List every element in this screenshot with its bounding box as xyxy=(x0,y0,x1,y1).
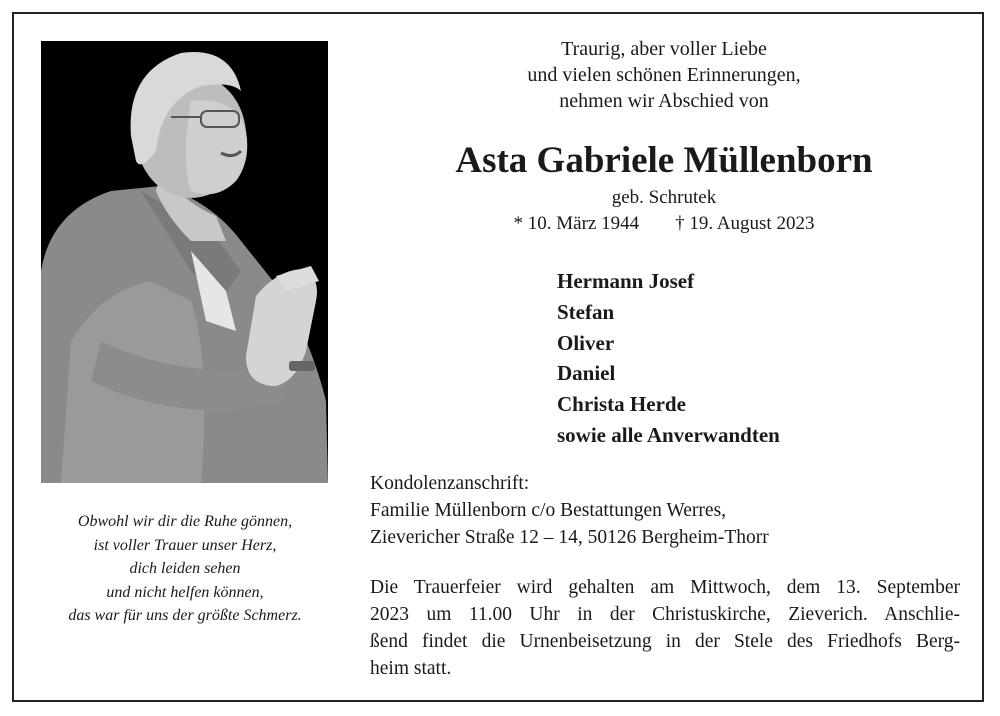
condolence-line: Zievericher Straße 12 – 14, 50126 Bergheim-Thorr xyxy=(370,527,769,548)
poem-line: Obwohl wir dir die Ruhe gönnen, xyxy=(77,513,293,530)
service-line: 2023 um 11.00 Uhr in der Christuskirche, Zieverich. Anschlie- xyxy=(370,604,960,625)
portrait-illustration xyxy=(41,41,328,483)
intro-line: nehmen wir Abschied von xyxy=(559,90,769,112)
mourner: Christa Herde xyxy=(557,392,686,417)
intro-line: Traurig, aber voller Liebe xyxy=(561,38,767,60)
poem-line: das war für uns der größte Schmerz. xyxy=(68,607,302,624)
intro-text xyxy=(370,36,958,114)
birth-name: geb. Schrutek xyxy=(611,187,717,208)
poem-line: und nicht helfen können, xyxy=(106,583,264,601)
death-date: † 19. August 2023 xyxy=(675,213,815,234)
birth-date: * 10. März 1944 xyxy=(513,213,640,234)
life-dates xyxy=(370,211,958,237)
intro-line: und vielen schönen Erinnerungen, xyxy=(527,64,801,86)
poem xyxy=(28,510,342,628)
deceased-name: Asta Gabriele Müllenborn xyxy=(455,140,873,181)
condolence-address xyxy=(370,470,769,551)
mourner: sowie alle Anverwandten xyxy=(557,422,780,447)
poem-line: dich leiden sehen xyxy=(129,560,241,577)
mourners-list xyxy=(557,266,780,451)
condolence-line: Familie Müllenborn c/o Bestattungen Werres, xyxy=(370,500,727,521)
portrait-photo xyxy=(41,41,328,483)
mourner: Hermann Josef xyxy=(557,269,695,293)
service-line: heim statt. xyxy=(370,658,452,679)
mourner: Daniel xyxy=(557,361,616,386)
service-line: ßend findet die Urnenbeisetzung in der Stele des Friedhofs Berg- xyxy=(370,631,960,652)
funeral-service-info xyxy=(370,574,960,682)
condolence-heading: Kondolenzanschrift: xyxy=(370,473,530,494)
poem-line: ist voller Trauer unser Herz, xyxy=(93,536,277,554)
mourner: Stefan xyxy=(557,299,615,324)
service-line: Die Trauerfeier wird gehalten am Mittwoch, dem 13. September xyxy=(370,577,960,598)
mourner: Oliver xyxy=(557,330,615,355)
